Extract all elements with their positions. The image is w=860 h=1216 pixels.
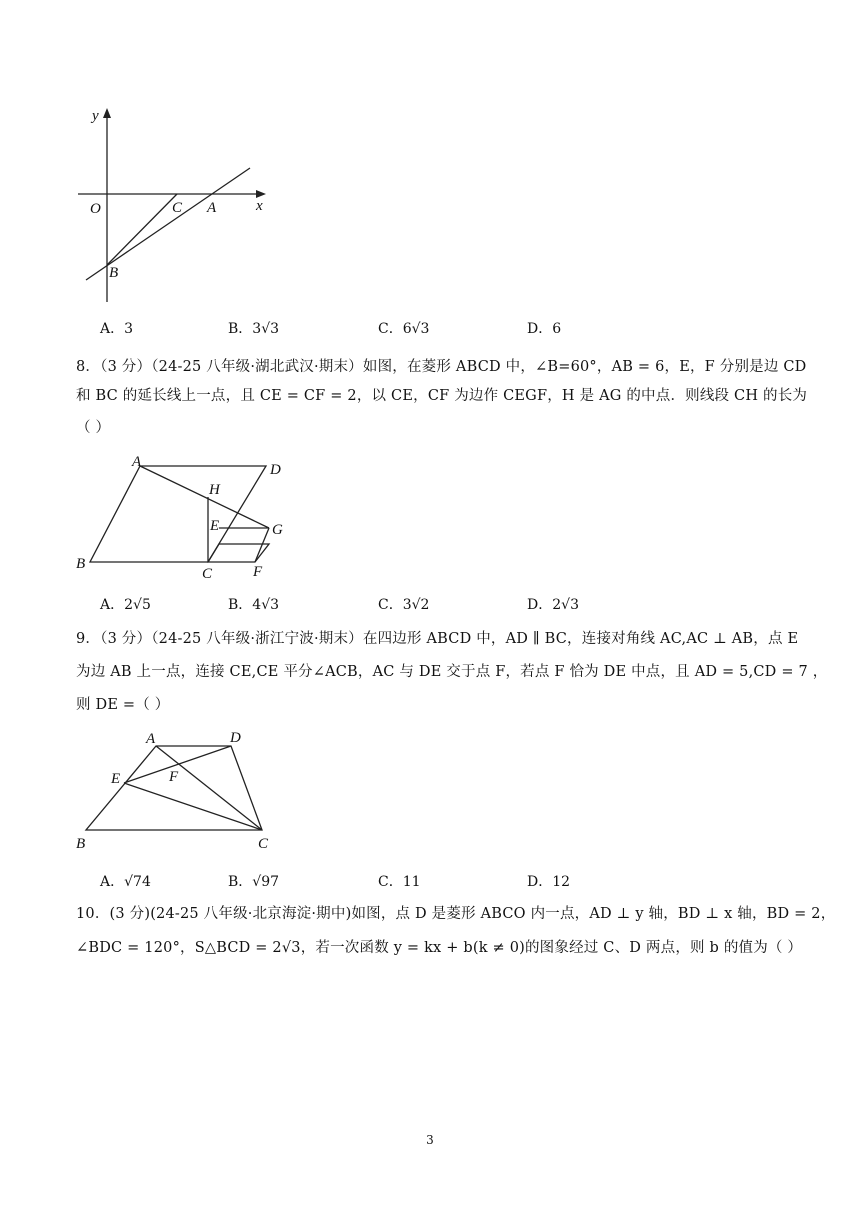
label-y: y: [92, 108, 99, 124]
trapezoid-abcd: [86, 746, 262, 830]
label-a: A: [132, 454, 142, 470]
q7-figure: [70, 100, 280, 310]
q7-choice-a[interactable]: A．3: [100, 321, 134, 337]
x-axis-arrow: [256, 190, 266, 198]
q9-choice-c[interactable]: C．11: [378, 874, 421, 890]
segment-ag: [140, 466, 269, 528]
label-f: F: [169, 769, 179, 785]
label-g: G: [272, 522, 283, 538]
label-c: C: [172, 200, 183, 216]
q8-choice-a[interactable]: A．2√5: [100, 597, 151, 613]
label-o: O: [90, 201, 101, 217]
q7-choice-b[interactable]: B．3√3: [228, 321, 280, 337]
label-x: x: [256, 198, 263, 214]
q9-line-3: 则 DE =（ ）: [76, 697, 170, 713]
q7-choice-c[interactable]: C．6√3: [378, 321, 430, 337]
q9-figure: [70, 722, 290, 857]
label-b: B: [109, 265, 119, 281]
label-b: B: [76, 556, 86, 572]
segment-ec: [124, 783, 262, 830]
q8-line-3: （ ）: [76, 420, 111, 436]
label-d: D: [270, 462, 281, 478]
label-a: A: [146, 731, 156, 747]
q7-choice-d[interactable]: D．6: [527, 321, 562, 337]
q8-choice-d[interactable]: D．2√3: [527, 597, 579, 613]
segment-g-f: [255, 528, 269, 562]
y-axis-arrow: [103, 108, 111, 118]
label-f: F: [253, 564, 263, 580]
q10-line-1: 10．(3 分)(24-25 八年级·北京海淀·期中)如图，点 D 是菱形 ABCO 内一点，AD ⊥ y 轴，BD ⊥ x 轴，BD = 2，: [76, 906, 836, 922]
line-ba: [86, 168, 250, 280]
q9-choice-b[interactable]: B．√97: [228, 874, 280, 890]
q9-choice-d[interactable]: D．12: [527, 874, 571, 890]
label-e: E: [111, 771, 121, 787]
q9-choice-a[interactable]: A．√74: [100, 874, 151, 890]
q8-line-1: 8．（3 分）（24-25 八年级·湖北武汉·期末）如图，在菱形 ABCD 中，∠B=60°，AB = 6，E，F 分别是边 CD: [76, 359, 807, 375]
q8-choice-c[interactable]: C．3√2: [378, 597, 430, 613]
q8-choice-b[interactable]: B．4√3: [228, 597, 280, 613]
q8-figure: [70, 450, 300, 585]
q9-line-2: 为边 AB 上一点，连接 CE,CE 平分∠ACB，AC 与 DE 交于点 F，若点 F 恰为 DE 中点，且 AD = 5,CD = 7 ，: [76, 664, 828, 680]
page-number: 3: [426, 1133, 434, 1147]
label-c: C: [258, 836, 269, 852]
q8-line-2: 和 BC 的延长线上一点，且 CE = CF = 2，以 CE，CF 为边作 CEGF，H 是 AG 的中点．则线段 CH 的长为: [76, 388, 808, 404]
parallelogram-cegf: [208, 544, 269, 562]
label-e: E: [210, 518, 220, 534]
label-b: B: [76, 836, 86, 852]
q9-line-1: 9．（3 分）（24-25 八年级·浙江宁波·期末）在四边形 ABCD 中，AD ∥ BC，连接对角线 AC,AC ⊥ AB，点 E: [76, 631, 799, 647]
label-h: H: [209, 482, 220, 498]
line-bc: [107, 194, 177, 265]
label-c: C: [202, 566, 213, 582]
q10-line-2: ∠BDC = 120°，S△BCD = 2√3，若一次函数 y = kx + b(k ≠ 0)的图象经过 C、D 两点，则 b 的值为（ ）: [76, 940, 803, 956]
label-d: D: [230, 730, 241, 746]
label-a: A: [207, 200, 217, 216]
